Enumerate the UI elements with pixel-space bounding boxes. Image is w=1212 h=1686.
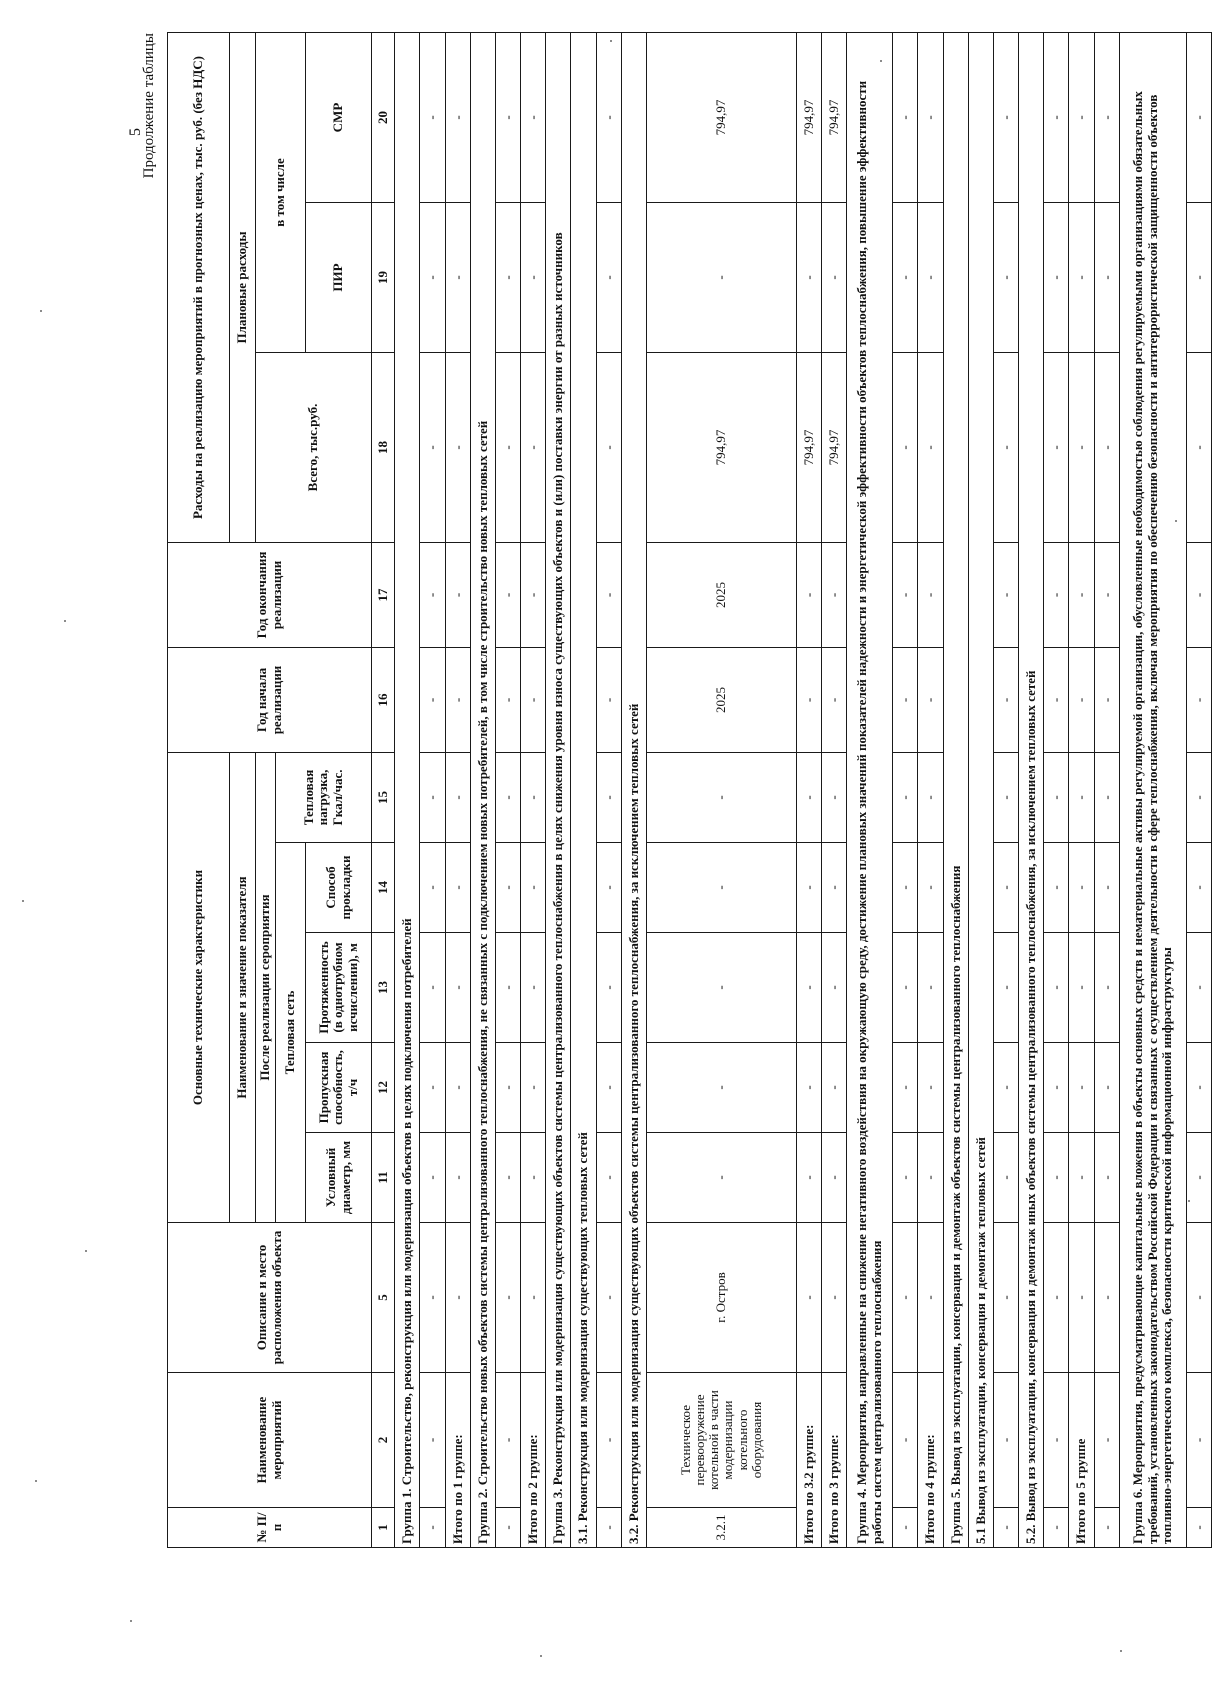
table-cell: - [1069,843,1094,933]
table-cell: - [893,843,918,933]
header-name: Наименование мероприятий [168,1373,372,1508]
header-length: Протяженность (в однотрубном исчислении), м [306,933,372,1043]
table-cell: - [420,1508,445,1548]
table-cell: - [1044,1223,1069,1373]
table-cell: - [646,843,796,933]
table-cell: - [596,353,621,543]
table-cell: - [1094,1043,1119,1133]
table-cell: - [918,33,943,203]
table-cell: - [993,353,1018,543]
table-cell: - [918,543,943,648]
table-cell: - [521,353,546,543]
table-cell: 794,97 [796,353,821,543]
table-caption: Продолжение таблицы [141,33,157,179]
table-cell: - [646,933,796,1043]
group-heading-row [968,33,993,1548]
total-row [918,33,943,1548]
table-cell: - [420,1133,445,1223]
table-cell: - [420,203,445,353]
total-label: Итого по 3 группе: [822,1373,847,1548]
table-cell: - [521,753,546,843]
table-cell: - [521,1043,546,1133]
table-cell: - [495,843,520,933]
table-cell: - [420,33,445,203]
table-cell: - [1186,1043,1211,1133]
table-cell: - [822,843,847,933]
table-row [993,33,1018,1548]
table-cell: - [918,843,943,933]
table-cell: - [822,1133,847,1223]
header-tech-main: Основные технические характеристики [168,753,230,1223]
table-cell: - [822,203,847,353]
table-cell: - [1044,1043,1069,1133]
header-indicator: Наименование и значение показателя [230,753,256,1223]
table-cell: 3.2.1 [646,1508,796,1548]
table-cell: - [420,753,445,843]
table-cell: - [521,1133,546,1223]
total-label: Итого по 5 группе [1069,1373,1094,1548]
table-cell: - [596,203,621,353]
table-row [495,33,520,1548]
group-heading: 3.1. Реконструкция или модернизация существующих тепловых сетей [571,33,596,1548]
table-cell: - [1094,1373,1119,1508]
table-row [1186,33,1211,1548]
table-cell: - [1094,543,1119,648]
header-total: Всего, тыс.руб. [256,353,372,543]
table-row [893,33,918,1548]
header-year-end: Год окончания реализации [168,543,372,648]
table-cell: - [893,1508,918,1548]
table-cell: - [893,33,918,203]
table-cell: - [1186,843,1211,933]
table-cell: - [596,933,621,1043]
table-cell: - [893,1373,918,1508]
group-heading-row [621,33,646,1548]
table-cell: - [893,353,918,543]
table-cell: - [596,1133,621,1223]
table-cell: - [1186,648,1211,753]
header-laying: Способ прокладки [306,843,372,933]
table-cell: - [822,933,847,1043]
header-incl: в том числе [256,33,306,353]
col-number: 12 [372,1043,395,1133]
table-cell: - [596,33,621,203]
table-cell: - [495,1508,520,1548]
table-cell: - [1094,203,1119,353]
table-cell: - [796,753,821,843]
table-cell: - [1044,843,1069,933]
table-cell: - [420,648,445,753]
group-heading-row [395,33,420,1548]
table-cell: - [918,203,943,353]
table-cell: - [796,1043,821,1133]
table-cell: 794,97 [796,33,821,203]
table-cell: - [1069,753,1094,843]
table-cell: 794,97 [646,353,796,543]
table-cell: - [993,1373,1018,1508]
total-label: Итого по 1 группе: [445,1373,470,1548]
table-cell: - [918,1223,943,1373]
group-heading: Группа 2. Строительство новых объектов системы централизованного теплоснабжения, не связанных с подключением новых потребителей, в том числе строительство новых тепловых сетей [470,33,495,1548]
table-cell: - [495,933,520,1043]
table-cell: - [420,543,445,648]
table-cell: - [1186,203,1211,353]
table-cell: - [445,648,470,753]
col-number: 15 [372,753,395,843]
table-cell: - [893,648,918,753]
table-cell: - [1069,353,1094,543]
table-cell: - [1044,353,1069,543]
total-row [521,33,546,1548]
header-after: После реализации сероприятия [256,753,276,1223]
table-cell: - [796,1133,821,1223]
total-row [1069,33,1094,1548]
table-cell: - [445,933,470,1043]
table-cell: - [420,843,445,933]
table-body [395,33,1212,1548]
table-cell: - [1044,543,1069,648]
table-cell: - [1094,753,1119,843]
table-cell: - [1069,648,1094,753]
main-item-row [646,33,796,1548]
table-cell: 2025 [646,543,796,648]
table-cell: - [796,543,821,648]
col-number: 14 [372,843,395,933]
col-number: 13 [372,933,395,1043]
table-cell: - [918,1043,943,1133]
table-cell: - [822,543,847,648]
header-load: Тепловая нагрузка, Гкал/час. [276,753,372,843]
col-number: 20 [372,33,395,203]
table-cell: - [1094,1508,1119,1548]
group-heading-row [571,33,596,1548]
table-cell: - [893,1223,918,1373]
table-cell: - [521,1223,546,1373]
page-number: 5 [127,128,144,136]
table-row [420,33,445,1548]
table-cell: - [1069,543,1094,648]
table-cell: - [1094,648,1119,753]
header-smr: СМР [306,33,372,203]
table-cell: - [1044,1133,1069,1223]
group-heading-row [943,33,968,1548]
group-heading-row [1119,33,1186,1548]
table-cell: - [993,33,1018,203]
table-row [1044,33,1069,1548]
group-heading: 3.2. Реконструкция или модернизация существующих объектов системы централизованного теплоснабжения, за исключением тепловых сетей [621,33,646,1548]
table-cell: - [993,543,1018,648]
table-cell: - [822,1223,847,1373]
table-cell: - [796,203,821,353]
col-number: 17 [372,543,395,648]
table-cell: - [796,1223,821,1373]
group-heading: Группа 3. Реконструкция или модернизация существующих объектов системы централизованного теплоснабжения в целях снижения уровня износа существующих объектов и (или) поставки энергии от разных источников [546,33,571,1548]
table-cell: - [993,648,1018,753]
table-cell: - [495,543,520,648]
table-cell: - [521,33,546,203]
total-row [822,33,847,1548]
table-cell: - [1069,1133,1094,1223]
table-cell: - [893,203,918,353]
table-cell: - [495,648,520,753]
table-cell: - [1186,753,1211,843]
table-cell: - [918,933,943,1043]
table-cell: - [1186,1223,1211,1373]
table-cell: - [596,1373,621,1508]
table-cell: - [495,203,520,353]
table-cell: - [796,933,821,1043]
table-cell: - [993,933,1018,1043]
group-heading-row [1019,33,1044,1548]
table-cell: - [1069,933,1094,1043]
table-cell: - [1044,1373,1069,1508]
header-heat-network: Тепловая сеть [276,843,306,1223]
table-cell: - [1044,648,1069,753]
table-cell: - [646,1133,796,1223]
table-cell: - [521,648,546,753]
header-description: Описание и место расположения объекта [168,1223,372,1373]
table-cell: - [822,648,847,753]
table-cell: - [495,353,520,543]
table-cell: - [893,1133,918,1223]
table-cell: - [822,753,847,843]
col-number: 18 [372,353,395,543]
table-cell: - [1094,33,1119,203]
table-cell: - [420,1043,445,1133]
header-year-start: Год начала реализации [168,648,372,753]
table-cell: - [993,1133,1018,1223]
table-cell: - [646,1043,796,1133]
table-cell: - [893,753,918,843]
table-cell: - [1186,33,1211,203]
table-cell: - [445,843,470,933]
group-heading: Группа 5. Вывод из эксплуатации, консервация и демонтаж объектов системы централизованного теплоснабжения [943,33,968,1548]
table-cell: - [445,1133,470,1223]
table-cell: - [420,353,445,543]
header-pir: ПИР [306,203,372,353]
header-diameter: Условный диаметр, мм [306,1133,372,1223]
table-cell: - [495,1043,520,1133]
table-cell: - [1094,933,1119,1043]
table-cell: - [893,543,918,648]
group-heading: Группа 1. Строительство, реконструкция или модернизация объектов в целях подключения потребителей [395,33,420,1548]
table-cell: - [1186,1373,1211,1508]
total-row [445,33,470,1548]
table-cell: - [445,203,470,353]
table-cell: - [495,1373,520,1508]
table-cell: - [1044,33,1069,203]
table-cell: - [445,33,470,203]
rotated-sheet [141,33,1212,1548]
table-cell: - [822,1043,847,1133]
header-costs: Расходы на реализацию мероприятий в прогнозных ценах, тыс. руб. (без НДС) [168,33,230,543]
table-cell: - [596,1043,621,1133]
table-cell: - [796,843,821,933]
group-heading: 5.1 Вывод из эксплуатации, консервация и демонтаж тепловых сетей [968,33,993,1548]
group-heading-row [470,33,495,1548]
table-cell: Техническое перевооружение котельной в части модернизации котельного оборудования [646,1373,796,1508]
group-heading: Группа 6. Мероприятия, предусматривающие капитальные вложения в объекты основных средств и нематериальные активы регулируемой организации, обусловленные необходимостью соблюдения регулируемыми организациями обязательных требований, установленных законодательством Российской Федерации и связанных с осуществлением деятельности в сфере теплоснабжения, включая мероприятия по обеспечению безопасности и антитеррористической защищенности объектов топливно-энергетического комплекса, безопасности критической информационной инфраструктуры [1119,33,1186,1548]
col-number: 1 [372,1508,395,1548]
header-planned: Плановые расходы [230,33,256,543]
total-label: Итого по 4 группе: [918,1373,943,1548]
table-cell: - [1044,1508,1069,1548]
table-cell: - [420,1373,445,1508]
group-heading-row [546,33,571,1548]
table-cell: - [495,1133,520,1223]
table-cell: - [420,933,445,1043]
table-cell: - [445,1043,470,1133]
table-cell: - [521,933,546,1043]
group-heading: Группа 4. Мероприятия, направленные на снижение негативного воздействия на окружающую среду, достижение плановых значений показателей надежности и энергетической эффективности объектов теплоснабжения, повышение эффективности работы систем централизованного теплоснабжения [847,33,893,1548]
table-cell: - [1044,753,1069,843]
table-cell: - [1186,543,1211,648]
table-cell: - [893,933,918,1043]
table-cell: - [1186,353,1211,543]
table-cell: - [596,753,621,843]
group-heading: 5.2. Вывод из эксплуатации, консервация и демонтаж иных объектов системы централизованного теплоснабжения, за исключением тепловых сетей [1019,33,1044,1548]
table-cell: - [993,843,1018,933]
table-cell: - [1094,843,1119,933]
table-cell: - [918,1133,943,1223]
total-label: Итого по 2 группе: [521,1373,546,1548]
table-cell: - [1094,353,1119,543]
table-cell: - [596,843,621,933]
table-cell: - [1044,933,1069,1043]
col-number: 16 [372,648,395,753]
table-cell: - [993,1223,1018,1373]
table-row [1094,33,1119,1548]
group-heading-row [847,33,893,1548]
table-cell: 794,97 [822,353,847,543]
table-cell: - [918,753,943,843]
table-cell: - [796,648,821,753]
table-cell: - [445,543,470,648]
table-cell: 2025 [646,648,796,753]
table-cell: - [918,648,943,753]
table-cell: - [420,1223,445,1373]
table-cell: - [596,648,621,753]
table-cell: - [495,33,520,203]
table-row [596,33,621,1548]
table-cell: - [495,1223,520,1373]
table-cell: - [893,1043,918,1133]
table-cell: - [993,1043,1018,1133]
table-cell: - [1069,1043,1094,1133]
table-cell: - [993,1508,1018,1548]
table-cell: - [596,543,621,648]
table-cell: - [1186,1508,1211,1548]
col-number: 2 [372,1373,395,1508]
table-cell: - [445,753,470,843]
table-cell: - [1186,1133,1211,1223]
table-cell: г. Остров [646,1223,796,1373]
table-cell: - [1069,1223,1094,1373]
table-cell: 794,97 [646,33,796,203]
table-cell: - [1186,933,1211,1043]
col-number: 19 [372,203,395,353]
table-cell: - [646,203,796,353]
total-label: Итого по 3.2 группе: [796,1373,821,1548]
table-cell: - [596,1508,621,1548]
column-numbers-row [372,33,395,1548]
col-number: 11 [372,1133,395,1223]
table-cell: - [1044,203,1069,353]
table-cell: - [993,203,1018,353]
table-cell: 794,97 [822,33,847,203]
table-cell: - [993,753,1018,843]
table-cell: - [495,753,520,843]
table-cell: - [521,843,546,933]
table-cell: - [1094,1133,1119,1223]
table-cell: - [1094,1223,1119,1373]
table-cell: - [1069,203,1094,353]
col-number: 5 [372,1223,395,1373]
table-cell: - [596,1223,621,1373]
table-cell: - [521,543,546,648]
total-row [796,33,821,1548]
table-cell: - [918,353,943,543]
table-cell: - [1069,33,1094,203]
events-table [167,32,1212,1548]
header-capacity: Пропускная способность, т/ч [306,1043,372,1133]
table-cell: - [445,353,470,543]
table-cell: - [521,203,546,353]
header-num: № П/п [168,1508,372,1548]
table-cell: - [646,753,796,843]
table-cell: - [445,1223,470,1373]
